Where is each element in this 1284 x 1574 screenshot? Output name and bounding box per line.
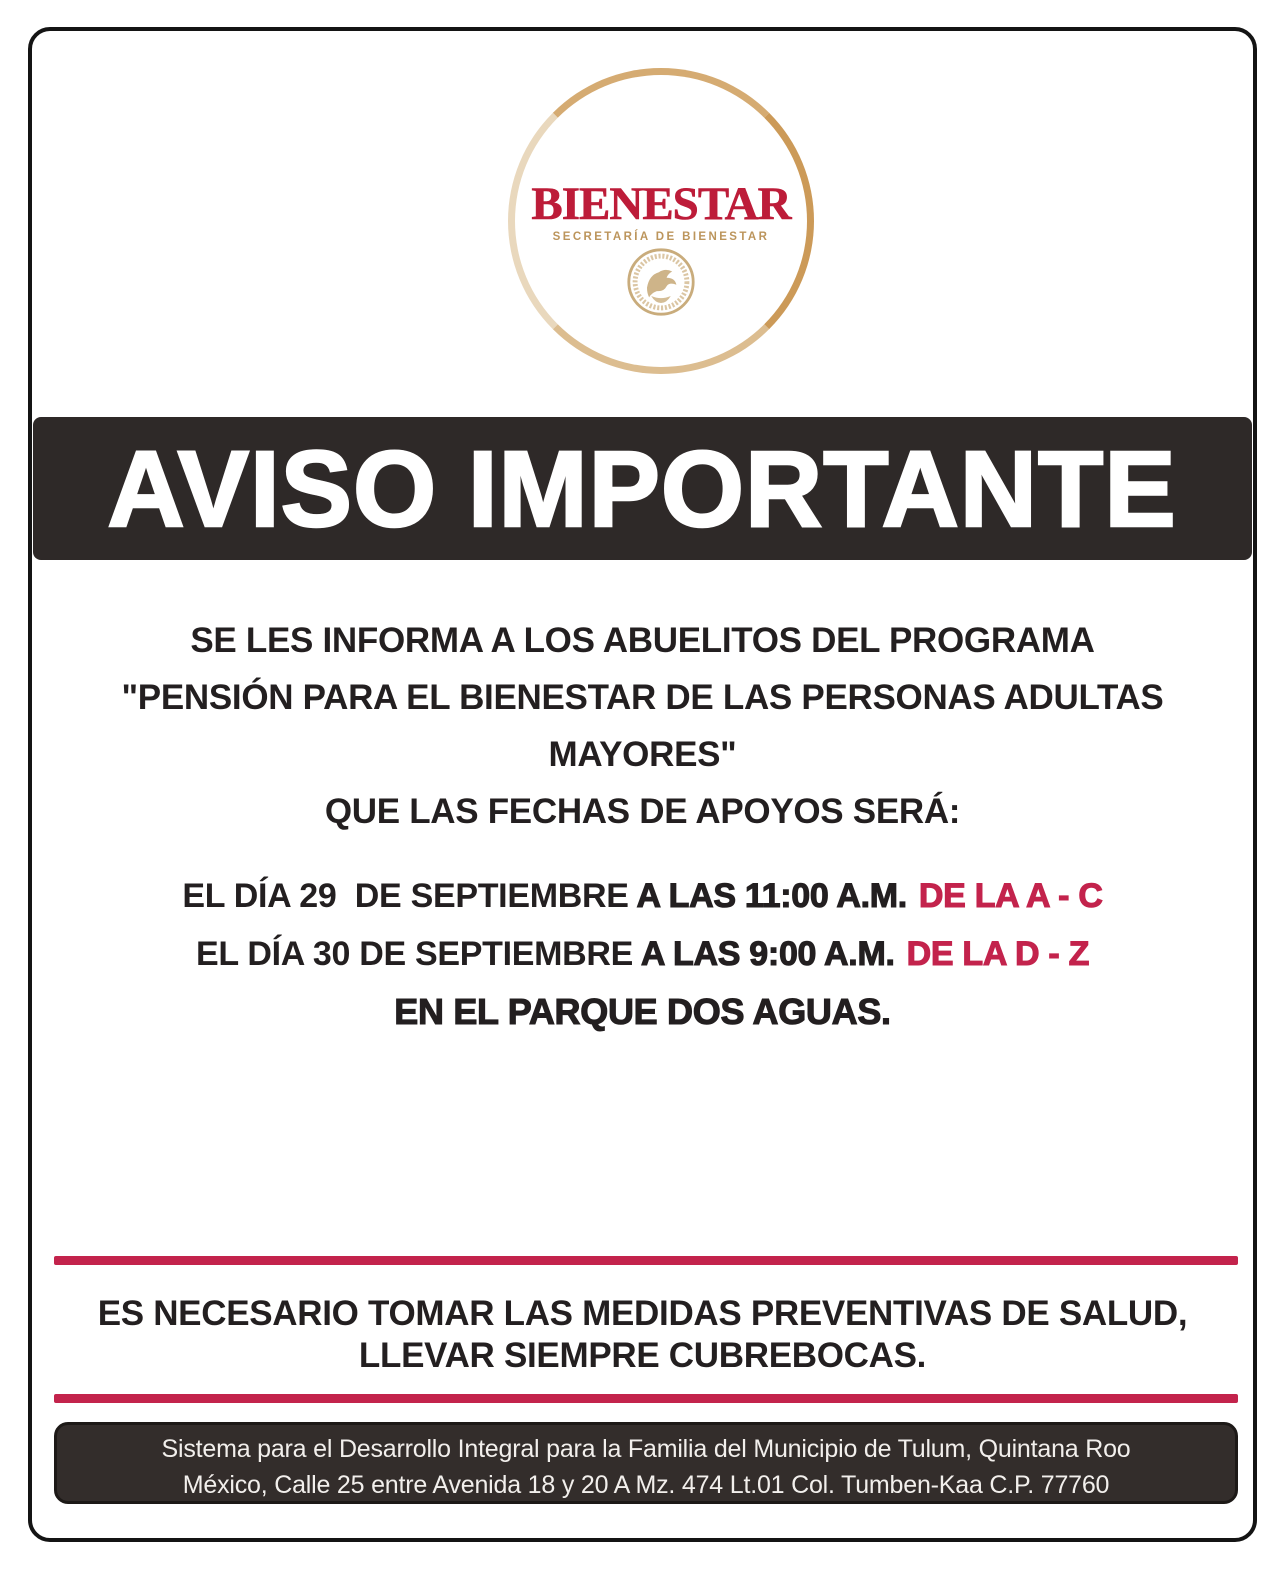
- logo-brand-text: BIENESTAR: [531, 178, 791, 230]
- schedule-row: [32, 867, 1253, 925]
- footer-address-box: [54, 1422, 1238, 1504]
- banner: [33, 417, 1252, 560]
- red-divider-top: [54, 1256, 1238, 1265]
- health-notice: [32, 1293, 1253, 1377]
- intro-paragraph: [32, 612, 1253, 840]
- schedule-group: DE LA D - Z: [906, 935, 1090, 973]
- schedule-row: [32, 925, 1253, 983]
- schedule-block: [32, 867, 1253, 1041]
- health-line: ES NECESARIO TOMAR LAS MEDIDAS PREVENTIVAS DE SALUD,: [97, 1294, 1188, 1333]
- schedule-date: EL DÍA 30 DE SEPTIEMBRE: [195, 935, 641, 973]
- intro-line: QUE LAS FECHAS DE APOYOS SERÁ:: [324, 792, 961, 831]
- logo-subtitle-text: SECRETARÍA DE BIENESTAR: [552, 231, 770, 243]
- mexico-eagle-seal-icon: [626, 247, 696, 317]
- intro-line: SE LES INFORMA A LOS ABUELITOS DEL PROGRAMA: [190, 621, 1095, 660]
- footer-line: México, Calle 25 entre Avenida 18 y 20 A Mz. 474 Lt.01 Col. Tumben-Kaa C.P. 77760: [182, 1471, 1110, 1499]
- schedule-time: A LAS 9:00 A.M.: [640, 935, 895, 973]
- schedule-date: EL DÍA 29 DE SEPTIEMBRE: [182, 877, 637, 915]
- poster-frame: [28, 27, 1257, 1542]
- banner-title: AVISO IMPORTANTE: [107, 428, 1178, 549]
- intro-line: "PENSIÓN PARA EL BIENESTAR DE LAS PERSONAS ADULTAS MAYORES": [121, 678, 1164, 774]
- footer-line: Sistema para el Desarrollo Integral para la Familia del Municipio de Tulum, Quintana Roo: [161, 1435, 1131, 1463]
- schedule-group: DE LA A - C: [918, 877, 1103, 915]
- health-line: LLEVAR SIEMPRE CUBREBOCAS.: [358, 1336, 927, 1375]
- location-line: EN EL PARQUE DOS AGUAS.: [394, 991, 891, 1032]
- schedule-time: A LAS 11:00 A.M.: [636, 877, 907, 915]
- red-divider-bottom: [54, 1394, 1238, 1403]
